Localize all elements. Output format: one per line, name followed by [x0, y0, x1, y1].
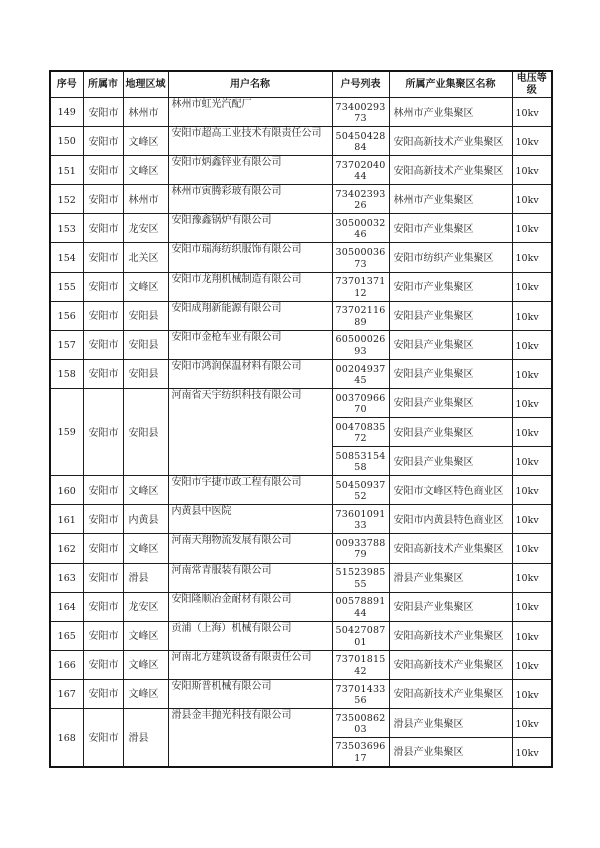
table-header-row	[50, 71, 552, 98]
cell-serial-number: 150	[50, 127, 83, 156]
cell-user-name: 林州市虹光汽配厂	[168, 98, 332, 127]
cell-geographic-region: 文峰区	[123, 127, 168, 156]
table-row	[50, 708, 552, 737]
cell-user-name: 安阳隆顺冶金耐材有限公司	[168, 592, 332, 621]
cell-geographic-region: 龙安区	[123, 214, 168, 243]
cell-voltage-level: 10kv	[512, 738, 552, 767]
table-row	[50, 359, 552, 388]
cell-account-number: 7370181542	[332, 650, 389, 679]
header-user-name: 用户名称	[168, 71, 332, 98]
cell-serial-number: 153	[50, 214, 83, 243]
cell-cluster-name: 安阳县产业集聚区	[389, 330, 512, 359]
cell-geographic-region: 安阳县	[123, 330, 168, 359]
cell-user-name: 安阳市瑞海纺织服饰有限公司	[168, 243, 332, 272]
cell-user-name: 安阳市龙翔机械制造有限公司	[168, 272, 332, 301]
cell-account-number: 7350086203	[332, 708, 389, 737]
table-row	[50, 679, 552, 708]
cell-serial-number: 163	[50, 563, 83, 592]
cell-cluster-name: 滑县产业集聚区	[389, 708, 512, 737]
cell-account-number: 5045042884	[332, 127, 389, 156]
table-row	[50, 272, 552, 301]
cell-city: 安阳市	[83, 185, 123, 214]
cell-serial-number: 149	[50, 98, 83, 127]
cell-serial-number: 159	[50, 388, 83, 475]
cell-voltage-level: 10kv	[512, 534, 552, 563]
cell-serial-number: 162	[50, 534, 83, 563]
cell-user-name: 安阳市超高工业技术有限责任公司	[168, 127, 332, 156]
cell-serial-number: 160	[50, 476, 83, 505]
cell-voltage-level: 10kv	[512, 621, 552, 650]
cell-user-name: 安阳成翔新能源有限公司	[168, 301, 332, 330]
cell-user-name: 河南天翔物流发展有限公司	[168, 534, 332, 563]
cell-voltage-level: 10kv	[512, 563, 552, 592]
cell-voltage-level: 10kv	[512, 214, 552, 243]
cell-account-number: 5045093752	[332, 476, 389, 505]
cell-city: 安阳市	[83, 505, 123, 534]
cell-city: 安阳市	[83, 679, 123, 708]
header-geographic-region: 地理区域	[123, 71, 168, 98]
table-row	[50, 98, 552, 127]
table-body	[50, 98, 552, 767]
cell-geographic-region: 文峰区	[123, 534, 168, 563]
cell-voltage-level: 10kv	[512, 272, 552, 301]
table-row	[50, 214, 552, 243]
cell-voltage-level: 10kv	[512, 592, 552, 621]
cell-cluster-name: 林州市产业集聚区	[389, 185, 512, 214]
cell-account-number: 0047083572	[332, 418, 389, 447]
table-row	[50, 388, 552, 417]
cell-city: 安阳市	[83, 301, 123, 330]
cell-cluster-name: 安阳县产业集聚区	[389, 418, 512, 447]
cell-cluster-name: 安阳市内黄县特色商业区	[389, 505, 512, 534]
cell-voltage-level: 10kv	[512, 301, 552, 330]
cell-serial-number: 165	[50, 621, 83, 650]
cell-user-name: 安阳豫鑫锅炉有限公司	[168, 214, 332, 243]
cell-geographic-region: 文峰区	[123, 621, 168, 650]
cell-user-name: 林州市寅腾彩玻有限公司	[168, 185, 332, 214]
cell-user-name: 安阳市炳鑫锌业有限公司	[168, 156, 332, 185]
cell-serial-number: 154	[50, 243, 83, 272]
cell-serial-number: 156	[50, 301, 83, 330]
cell-geographic-region: 内黄县	[123, 505, 168, 534]
cell-user-name: 安阳市金枪车业有限公司	[168, 330, 332, 359]
cell-serial-number: 161	[50, 505, 83, 534]
cell-cluster-name: 安阳市产业集聚区	[389, 272, 512, 301]
cell-city: 安阳市	[83, 650, 123, 679]
cell-geographic-region: 文峰区	[123, 272, 168, 301]
cell-account-number: 7370211689	[332, 301, 389, 330]
cell-cluster-name: 安阳市纺织产业集聚区	[389, 243, 512, 272]
cell-cluster-name: 林州市产业集聚区	[389, 98, 512, 127]
header-cluster-name: 所属产业集聚区名称	[389, 71, 512, 98]
cell-serial-number: 152	[50, 185, 83, 214]
cell-cluster-name: 安阳高新技术产业集聚区	[389, 621, 512, 650]
cell-user-name: 内黄县中医院	[168, 505, 332, 534]
cell-cluster-name: 滑县产业集聚区	[389, 563, 512, 592]
cell-city: 安阳市	[83, 156, 123, 185]
cell-account-number: 7340029373	[332, 98, 389, 127]
table-row	[50, 127, 552, 156]
cell-cluster-name: 安阳市文峰区特色商业区	[389, 476, 512, 505]
cell-geographic-region: 安阳县	[123, 301, 168, 330]
cell-voltage-level: 10kv	[512, 127, 552, 156]
cell-cluster-name: 滑县产业集聚区	[389, 738, 512, 767]
cell-geographic-region: 安阳县	[123, 388, 168, 475]
customer-table	[49, 70, 553, 768]
cell-account-number: 5152398555	[332, 563, 389, 592]
cell-city: 安阳市	[83, 359, 123, 388]
cell-user-name: 河南省天宇纺织科技有限公司	[168, 388, 332, 475]
cell-cluster-name: 安阳高新技术产业集聚区	[389, 650, 512, 679]
cell-serial-number: 155	[50, 272, 83, 301]
cell-geographic-region: 文峰区	[123, 650, 168, 679]
header-voltage-level: 电压等级	[512, 71, 552, 98]
cell-cluster-name: 安阳高新技术产业集聚区	[389, 156, 512, 185]
table-row	[50, 650, 552, 679]
cell-voltage-level: 10kv	[512, 418, 552, 447]
cell-voltage-level: 10kv	[512, 98, 552, 127]
cell-geographic-region: 林州市	[123, 98, 168, 127]
cell-geographic-region: 滑县	[123, 563, 168, 592]
cell-city: 安阳市	[83, 708, 123, 766]
cell-serial-number: 151	[50, 156, 83, 185]
table-row	[50, 592, 552, 621]
cell-user-name: 安阳斯普机械有限公司	[168, 679, 332, 708]
cell-city: 安阳市	[83, 127, 123, 156]
cell-voltage-level: 10kv	[512, 243, 552, 272]
cell-user-name: 滑县金丰抛光科技有限公司	[168, 708, 332, 766]
cell-city: 安阳市	[83, 592, 123, 621]
cell-cluster-name: 安阳县产业集聚区	[389, 359, 512, 388]
cell-cluster-name: 安阳高新技术产业集聚区	[389, 127, 512, 156]
cell-account-number: 7370204044	[332, 156, 389, 185]
cell-serial-number: 164	[50, 592, 83, 621]
cell-account-number: 0093378879	[332, 534, 389, 563]
cell-account-number: 7350369617	[332, 738, 389, 767]
table-row	[50, 621, 552, 650]
cell-cluster-name: 安阳县产业集聚区	[389, 301, 512, 330]
cell-voltage-level: 10kv	[512, 476, 552, 505]
cell-geographic-region: 林州市	[123, 185, 168, 214]
cell-account-number: 7370137112	[332, 272, 389, 301]
table-row	[50, 505, 552, 534]
cell-city: 安阳市	[83, 214, 123, 243]
table-row	[50, 563, 552, 592]
cell-cluster-name: 安阳高新技术产业集聚区	[389, 679, 512, 708]
cell-user-name: 河南常青服装有限公司	[168, 563, 332, 592]
cell-geographic-region: 文峰区	[123, 679, 168, 708]
cell-user-name: 河南北方建筑设备有限责任公司	[168, 650, 332, 679]
cell-account-number: 3050003246	[332, 214, 389, 243]
cell-cluster-name: 安阳市产业集聚区	[389, 214, 512, 243]
cell-city: 安阳市	[83, 330, 123, 359]
cell-cluster-name: 安阳县产业集聚区	[389, 388, 512, 417]
cell-voltage-level: 10kv	[512, 505, 552, 534]
cell-geographic-region: 滑县	[123, 708, 168, 766]
cell-voltage-level: 10kv	[512, 708, 552, 737]
cell-voltage-level: 10kv	[512, 679, 552, 708]
cell-account-number: 0020493745	[332, 359, 389, 388]
cell-city: 安阳市	[83, 388, 123, 475]
cell-geographic-region: 北关区	[123, 243, 168, 272]
cell-cluster-name: 安阳县产业集聚区	[389, 447, 512, 476]
cell-serial-number: 166	[50, 650, 83, 679]
cell-account-number: 7370143356	[332, 679, 389, 708]
cell-serial-number: 168	[50, 708, 83, 766]
cell-voltage-level: 10kv	[512, 330, 552, 359]
cell-voltage-level: 10kv	[512, 185, 552, 214]
cell-account-number: 5085315458	[332, 447, 389, 476]
cell-user-name: 贡浦（上海）机械有限公司	[168, 621, 332, 650]
cell-city: 安阳市	[83, 534, 123, 563]
table-row	[50, 243, 552, 272]
cell-city: 安阳市	[83, 621, 123, 650]
cell-account-number: 7360109133	[332, 505, 389, 534]
cell-serial-number: 157	[50, 330, 83, 359]
cell-voltage-level: 10kv	[512, 388, 552, 417]
table-row	[50, 156, 552, 185]
cell-city: 安阳市	[83, 476, 123, 505]
table-row	[50, 185, 552, 214]
cell-geographic-region: 文峰区	[123, 476, 168, 505]
cell-serial-number: 167	[50, 679, 83, 708]
cell-user-name: 安阳市鸿润保温材料有限公司	[168, 359, 332, 388]
cell-geographic-region: 安阳县	[123, 359, 168, 388]
table-row	[50, 534, 552, 563]
cell-voltage-level: 10kv	[512, 650, 552, 679]
cell-voltage-level: 10kv	[512, 447, 552, 476]
table-header	[50, 71, 552, 98]
header-serial-number: 序号	[50, 71, 83, 98]
cell-user-name: 安阳市宇捷市政工程有限公司	[168, 476, 332, 505]
header-account-list: 户号列表	[332, 71, 389, 98]
cell-city: 安阳市	[83, 243, 123, 272]
cell-account-number: 7340239326	[332, 185, 389, 214]
cell-account-number: 5042708701	[332, 621, 389, 650]
cell-city: 安阳市	[83, 98, 123, 127]
table-row	[50, 330, 552, 359]
header-city: 所属市	[83, 71, 123, 98]
cell-geographic-region: 龙安区	[123, 592, 168, 621]
cell-city: 安阳市	[83, 272, 123, 301]
cell-cluster-name: 安阳高新技术产业集聚区	[389, 534, 512, 563]
table-row	[50, 476, 552, 505]
cell-geographic-region: 文峰区	[123, 156, 168, 185]
table-row	[50, 301, 552, 330]
cell-voltage-level: 10kv	[512, 359, 552, 388]
cell-city: 安阳市	[83, 563, 123, 592]
cell-serial-number: 158	[50, 359, 83, 388]
cell-voltage-level: 10kv	[512, 156, 552, 185]
cell-account-number: 0037096670	[332, 388, 389, 417]
cell-account-number: 0057889144	[332, 592, 389, 621]
cell-account-number: 6050002693	[332, 330, 389, 359]
cell-account-number: 3050003673	[332, 243, 389, 272]
cell-cluster-name: 安阳县产业集聚区	[389, 592, 512, 621]
